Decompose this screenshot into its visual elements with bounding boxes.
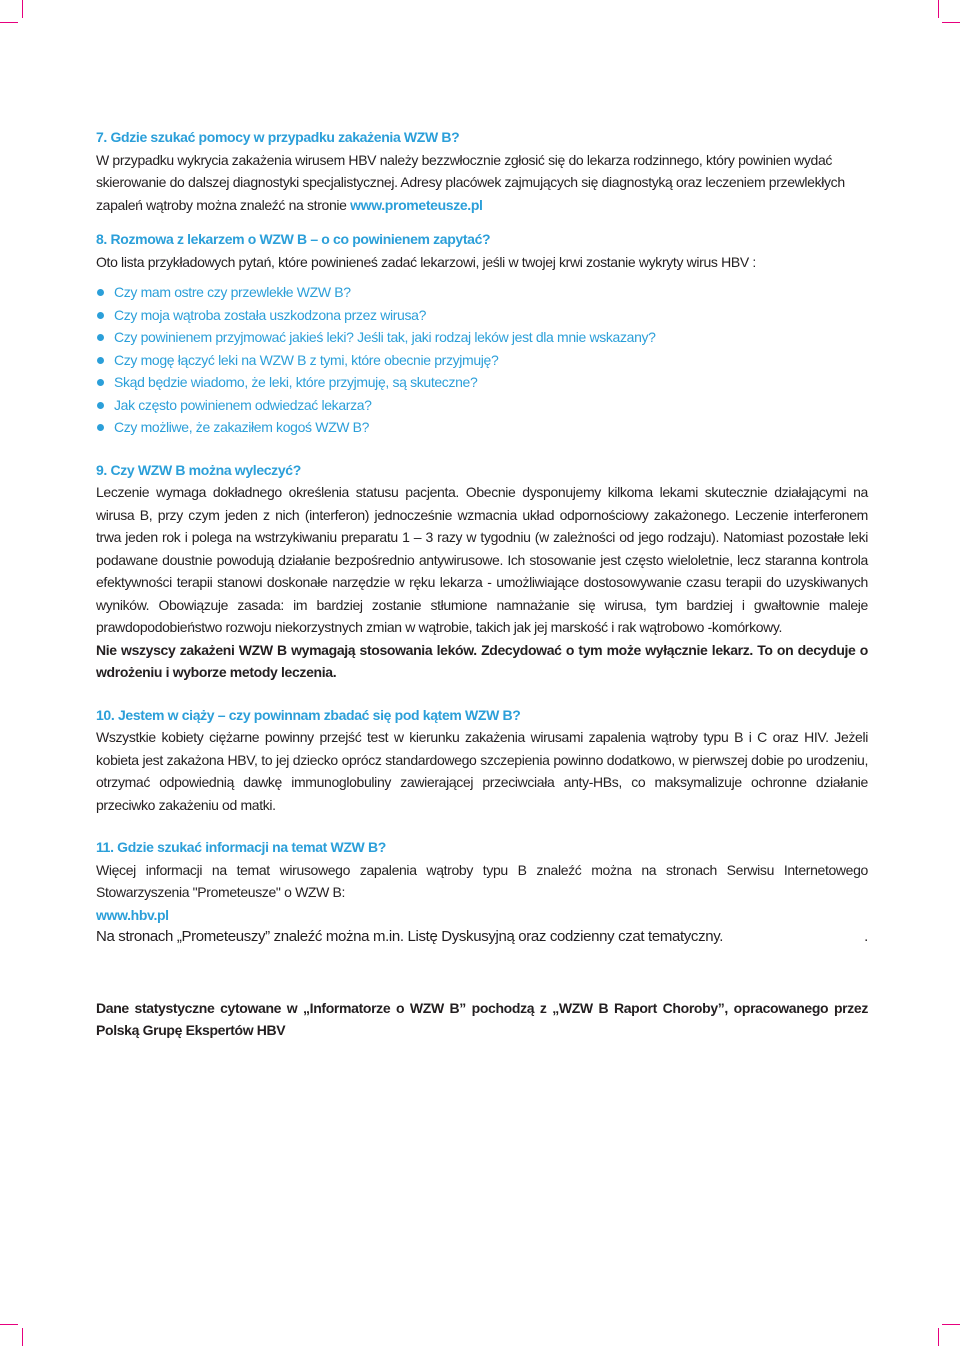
hbv-link[interactable]: www.hbv.pl	[96, 906, 169, 923]
prometeusze-link[interactable]: www.prometeusze.pl	[350, 196, 483, 213]
bullet-icon	[97, 402, 104, 409]
section-9-title: 9. Czy WZW B można wyleczyć?	[96, 461, 301, 478]
document-body	[96, 126, 868, 1042]
list-item: Czy możliwe, że zakaziłem kogoś WZW B?	[96, 416, 868, 439]
list-item: Czy mogę łączyć leki na WZW B z tymi, które obecnie przyjmuję?	[96, 349, 868, 372]
section-8-intro: Oto lista przykładowych pytań, które powinieneś zadać lekarzowi, jeśli w twojej krwi zostanie wykryty wirus HBV :	[96, 253, 756, 270]
crop-mark	[22, 0, 23, 18]
section-8-title: 8. Rozmowa z lekarzem o WZW B – o co powinienem zapytać?	[96, 231, 491, 247]
list-item: Czy mam ostre czy przewlekłe WZW B?	[96, 281, 868, 304]
questions-list	[96, 281, 868, 439]
crop-mark	[942, 1324, 960, 1325]
section-9-bold-note: Nie wszyscy zakażeni WZW B wymagają stosowania leków. Zdecydować o tym może wyłącznie lekarz. To on decyduje o wdrożeniu i wyborze metody leczenia.	[96, 641, 868, 680]
list-item: Skąd będzie wiadomo, że leki, które przyjmuję, są skuteczne?	[96, 371, 868, 394]
crop-mark	[938, 0, 939, 18]
list-item: Jak często powinienem odwiedzać lekarza?	[96, 394, 868, 417]
crop-mark	[938, 1328, 939, 1346]
crop-mark	[0, 22, 18, 23]
list-item: Czy moja wątroba została uszkodzona przez wirusa?	[96, 304, 868, 327]
section-10-text: Wszystkie kobiety ciężarne powinny przejść test w kierunku zakażenia wirusami zapalenia wątroby typu B i C oraz HIV. Jeżeli kobieta jest zakażona HBV, to jej dziecko oprócz standardowego szczepienia powinno dodatkowo, w pierwszej dobie po urodzeniu, otrzymać odpowiednią dawkę immunoglobuliny zawierającej przeciwciała anty-HBs, co maksymalizuje ochronne działanie przeciwko zakażeniu od matki.	[96, 729, 868, 813]
statistics-source-note: Dane statystyczne cytowane w „Informatorze o WZW B” pochodzą z „WZW B Raport Choroby”, opracowanego przez Polską Grupę Ekspertów HBV	[96, 999, 868, 1038]
crop-mark	[0, 1324, 18, 1325]
bullet-icon	[97, 424, 104, 431]
crop-mark	[942, 22, 960, 23]
section-11-title: 11. Gdzie szukać informacji na temat WZW B?	[96, 839, 386, 855]
bullet-icon	[97, 357, 104, 364]
bullet-icon	[97, 312, 104, 319]
bullet-icon	[97, 334, 104, 341]
bullet-icon	[97, 379, 104, 386]
section-9-text: Leczenie wymaga dokładnego określenia statusu pacjenta. Obecnie dysponujemy kilkoma lekami skutecznie działającymi na wirusa B, przy czym jeden z nich (interferon) jednocześnie wzmacnia układ odpornościowy zakażonego. Leczenie interferonem trwa jeden rok i polega na wstrzykiwaniu preparatu 1 – 3 razy w tygodniu (w zależności od jego rodzaju). Natomiast pozostałe leki podawane doustnie powodują działanie bezpośrednio antywirusowe. Ich stosowanie jest często wieloletnie, lecz staranna kontrola efektywności terapii stanowi doskonałe narzędzie w ręku lekarza - umożliwiające dostosowywanie czasu terapii do uzyskiwanych wyników. Obowiązuje zasada: im bardziej zostanie stłumione namnażanie się wirusa, tym bardziej i gwałtownie maleje prawdopodobieństwo rozwoju niekorzystnych zmian w wątrobie, takich jak jej marskość i rak wątrobowo -komórkowy.	[96, 484, 868, 635]
section-11-extra: Na stronach „Prometeuszy” znaleźć można m.in. Listę Dyskusyjną oraz codzienny czat tematyczny. .	[96, 928, 868, 945]
section-11-text: Więcej informacji na temat wirusowego zapalenia wątroby typu B znaleźć można na stronach Serwisu Internetowego Stowarzyszenia "Prometeusze" o WZW B:	[96, 861, 868, 900]
bullet-icon	[97, 289, 104, 296]
crop-mark	[22, 1328, 23, 1346]
section-10-title: 10. Jestem w ciąży – czy powinnam zbadać się pod kątem WZW B?	[96, 706, 521, 723]
section-7-text: W przypadku wykrycia zakażenia wirusem HBV należy bezzwłocznie zgłosić się do lekarza rodzinnego, który powinien wydać skierowanie do dalszej diagnostyki specjalistycznej. Adresy placówek zajmujących się diagnostyką oraz leczeniem przewlekłych zapaleń wątroby można znaleźć na stronie www.prometeusze.pl	[96, 151, 845, 213]
list-item: Czy powinienem przyjmować jakieś leki? Jeśli tak, jaki rodzaj leków jest dla mnie wskazany?	[96, 326, 868, 349]
section-7-title: 7. Gdzie szukać pomocy w przypadku zakażenia WZW B?	[96, 129, 460, 145]
